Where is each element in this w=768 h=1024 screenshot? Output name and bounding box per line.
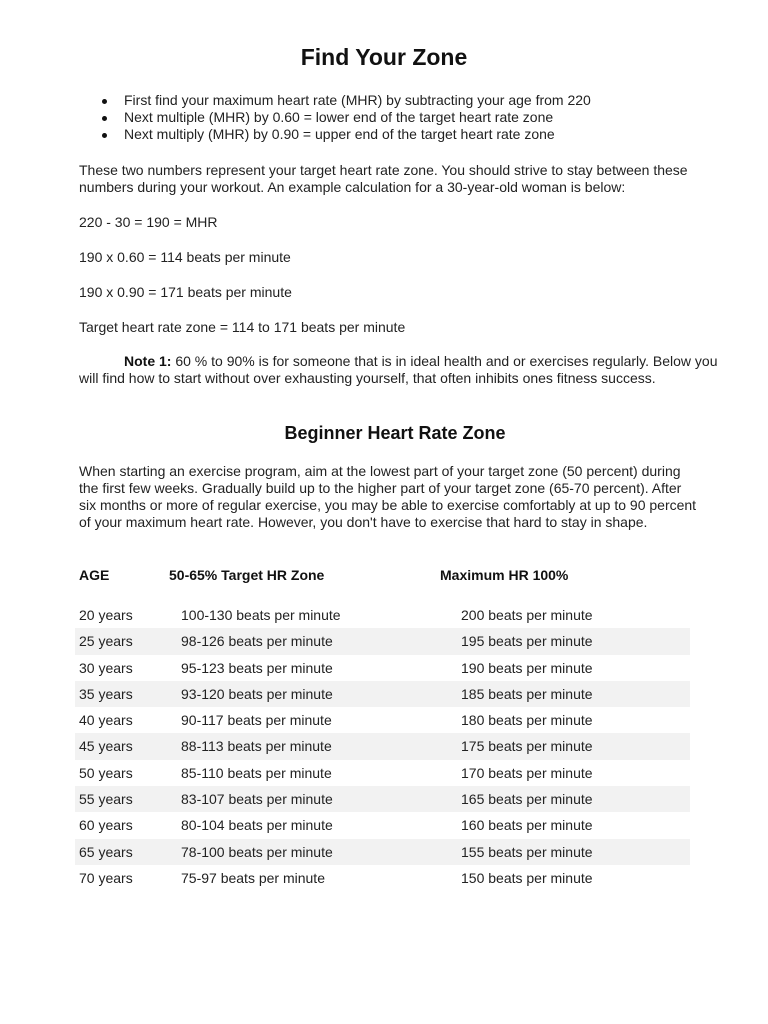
step-text: First find your maximum heart rate (MHR) by subtracting your age from 220 (124, 92, 591, 108)
cell-max-hr: 200 beats per minute (461, 607, 593, 623)
cell-age: 30 years (79, 659, 133, 676)
table-row (75, 602, 690, 628)
intro-paragraph: These two numbers represent your target heart rate zone. You should strive to stay between these numbers during your workout. An example calculation for a 30-year-old woman is below: (79, 162, 688, 195)
list-item (100, 92, 591, 109)
cell-age: 65 years (79, 843, 133, 860)
cell-max-hr: 180 beats per minute (461, 712, 593, 729)
cell-max-hr: 175 beats per minute (461, 738, 593, 755)
cell-max-hr: 195 beats per minute (461, 633, 593, 650)
list-item (100, 126, 591, 143)
table-row (75, 707, 690, 733)
step-text: Next multiple (MHR) by 0.60 = lower end of the target heart rate zone (124, 109, 554, 125)
header-target-zone: 50-65% Target HR Zone (169, 567, 325, 583)
cell-age: 40 years (79, 712, 133, 729)
cell-age: 50 years (79, 764, 133, 781)
note-paragraph (79, 353, 719, 387)
cell-target-zone: 88-113 beats per minute (181, 738, 332, 755)
cell-age: 60 years (79, 817, 133, 834)
cell-age: 70 years (79, 869, 133, 886)
heart-rate-table (75, 560, 690, 891)
cell-target-zone: 83-107 beats per minute (181, 791, 333, 808)
table-row (75, 865, 690, 891)
calc-zone: Target heart rate zone = 114 to 171 beats per minute (79, 319, 406, 335)
bullet-icon (102, 99, 107, 104)
cell-target-zone: 78-100 beats per minute (181, 843, 333, 860)
cell-max-hr: 165 beats per minute (461, 791, 593, 808)
table-row (75, 681, 690, 707)
cell-age: 35 years (79, 685, 133, 702)
beginner-paragraph: When starting an exercise program, aim at the lowest part of your target zone (50 percent) during the first few weeks. Gradually build up to the higher part of your target zone (65-70 percent). After six months or more of regular exercise, you may be able to exercise comfortably at up to 90 percent of your maximum heart rate. However, you don't have to exercise that hard to stay in shape. (79, 463, 697, 530)
bullet-icon (102, 116, 107, 121)
note-label: Note 1: (124, 353, 172, 369)
cell-age: 45 years (79, 738, 133, 755)
steps-list (100, 92, 591, 143)
cell-max-hr: 150 beats per minute (461, 869, 593, 886)
cell-target-zone: 93-120 beats per minute (181, 685, 333, 702)
calc-mhr: 220 - 30 = 190 = MHR (79, 214, 218, 230)
cell-target-zone: 80-104 beats per minute (181, 817, 333, 834)
table-row (75, 760, 690, 786)
cell-target-zone: 85-110 beats per minute (181, 764, 332, 781)
table-row (75, 786, 690, 812)
cell-age: 25 years (79, 633, 133, 650)
cell-target-zone: 98-126 beats per minute (181, 633, 333, 650)
table-row (75, 628, 690, 654)
cell-max-hr: 160 beats per minute (461, 817, 593, 834)
table-row (75, 839, 690, 865)
step-text: Next multiply (MHR) by 0.90 = upper end of the target heart rate zone (124, 126, 555, 142)
bullet-icon (102, 133, 107, 138)
cell-target-zone: 75-97 beats per minute (181, 869, 325, 886)
cell-target-zone: 100-130 beats per minute (181, 607, 341, 623)
header-age: AGE (79, 567, 110, 583)
list-item (100, 109, 591, 126)
cell-max-hr: 185 beats per minute (461, 685, 593, 702)
section-title: Beginner Heart Rate Zone (284, 423, 506, 443)
table-row (75, 812, 690, 838)
header-max-hr: Maximum HR 100% (440, 567, 569, 583)
cell-age: 20 years (79, 607, 133, 623)
calc-lower: 190 x 0.60 = 114 beats per minute (79, 249, 291, 265)
calc-upper: 190 x 0.90 = 171 beats per minute (79, 284, 292, 300)
table-row (75, 733, 690, 759)
cell-target-zone: 95-123 beats per minute (181, 659, 333, 676)
cell-max-hr: 190 beats per minute (461, 659, 593, 676)
cell-target-zone: 90-117 beats per minute (181, 712, 332, 729)
cell-age: 55 years (79, 791, 133, 808)
page-title: Find Your Zone (300, 44, 468, 70)
table-header (75, 560, 690, 590)
note-text: 60 % to 90% is for someone that is in ideal health and or exercises regularly. Below you will find how to start without over exhausting yourself, that often inhibits ones fitness success. (79, 353, 718, 386)
table-row (75, 655, 690, 681)
cell-max-hr: 170 beats per minute (461, 764, 593, 781)
table-body (75, 602, 690, 891)
cell-max-hr: 155 beats per minute (461, 843, 593, 860)
